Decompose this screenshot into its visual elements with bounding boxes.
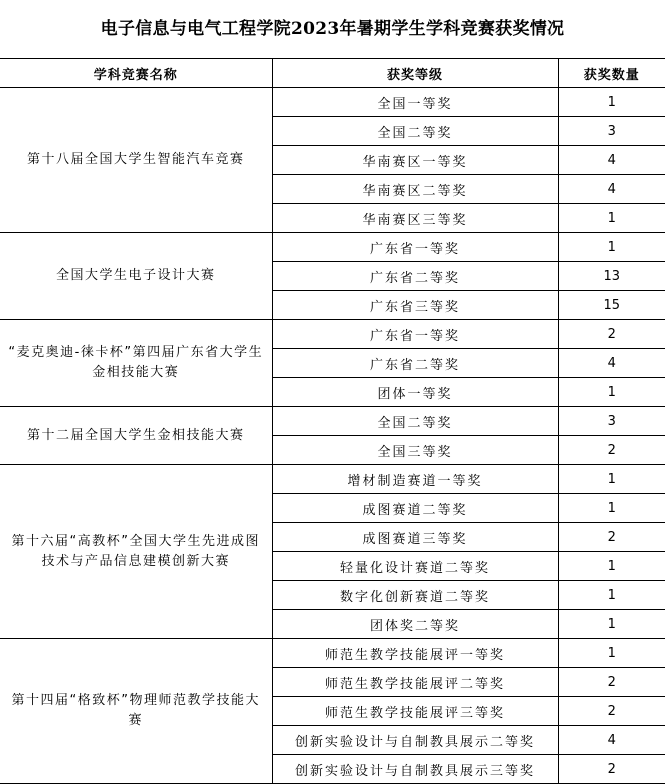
award-grade-cell: 创新实验设计与自制教具展示二等奖 (272, 726, 558, 755)
award-grade-cell: 轻量化设计赛道二等奖 (272, 552, 558, 581)
award-count-cell: 13 (558, 262, 665, 291)
award-grade-cell: 增材制造赛道一等奖 (272, 465, 558, 494)
award-grade-cell: 广东省一等奖 (272, 233, 558, 262)
header-grade: 获奖等级 (272, 59, 558, 88)
award-grade-cell: 华南赛区三等奖 (272, 204, 558, 233)
award-count-cell: 1 (558, 378, 665, 407)
award-count-cell: 1 (558, 610, 665, 639)
award-count-cell: 1 (558, 233, 665, 262)
award-count-cell: 2 (558, 668, 665, 697)
award-grade-cell: 师范生教学技能展评三等奖 (272, 697, 558, 726)
award-count-cell: 4 (558, 146, 665, 175)
award-grade-cell: 团体一等奖 (272, 378, 558, 407)
award-count-cell: 4 (558, 175, 665, 204)
award-grade-cell: 华南赛区二等奖 (272, 175, 558, 204)
award-count-cell: 4 (558, 726, 665, 755)
award-grade-cell: 全国二等奖 (272, 117, 558, 146)
award-count-cell: 1 (558, 581, 665, 610)
award-grade-cell: 师范生教学技能展评一等奖 (272, 639, 558, 668)
award-grade-cell: 广东省二等奖 (272, 349, 558, 378)
award-grade-cell: 全国一等奖 (272, 88, 558, 117)
award-grade-cell: 广东省三等奖 (272, 291, 558, 320)
competition-name-cell: 第十八届全国大学生智能汽车竞赛 (0, 88, 272, 233)
award-count-cell: 2 (558, 436, 665, 465)
award-grade-cell: 成图赛道二等奖 (272, 494, 558, 523)
table-row (0, 465, 665, 494)
award-grade-cell: 广东省一等奖 (272, 320, 558, 349)
award-grade-cell: 数字化创新赛道二等奖 (272, 581, 558, 610)
award-count-cell: 1 (558, 639, 665, 668)
competition-name-cell: “麦克奥迪-徕卡杯”第四届广东省大学生金相技能大赛 (0, 320, 272, 407)
award-count-cell: 1 (558, 494, 665, 523)
table-row (0, 639, 665, 668)
award-grade-cell: 广东省二等奖 (272, 262, 558, 291)
award-grade-cell: 全国二等奖 (272, 407, 558, 436)
awards-table (0, 58, 665, 784)
award-count-cell: 4 (558, 349, 665, 378)
header-count: 获奖数量 (558, 59, 665, 88)
award-count-cell: 1 (558, 552, 665, 581)
award-count-cell: 1 (558, 204, 665, 233)
award-grade-cell: 成图赛道三等奖 (272, 523, 558, 552)
table-row (0, 233, 665, 262)
award-grade-cell: 团体奖二等奖 (272, 610, 558, 639)
award-count-cell: 3 (558, 407, 665, 436)
award-count-cell: 15 (558, 291, 665, 320)
page-title: 电子信息与电气工程学院2023年暑期学生学科竞赛获奖情况 (100, 19, 565, 39)
competition-name-cell: 全国大学生电子设计大赛 (0, 233, 272, 320)
table-row (0, 88, 665, 117)
award-count-cell: 2 (558, 320, 665, 349)
award-count-cell: 1 (558, 465, 665, 494)
award-count-cell: 2 (558, 755, 665, 784)
table-row (0, 320, 665, 349)
competition-name-cell: 第十四届“格致杯”物理师范教学技能大赛 (0, 639, 272, 784)
table-body (0, 88, 665, 784)
competition-name-cell: 第十六届“高教杯”全国大学生先进成图技术与产品信息建模创新大赛 (0, 465, 272, 639)
award-count-cell: 2 (558, 523, 665, 552)
award-grade-cell: 华南赛区一等奖 (272, 146, 558, 175)
award-count-cell: 1 (558, 88, 665, 117)
table-header-row (0, 59, 665, 88)
header-competition: 学科竞赛名称 (0, 59, 272, 88)
competition-name-cell: 第十二届全国大学生金相技能大赛 (0, 407, 272, 465)
table-row (0, 407, 665, 436)
award-grade-cell: 师范生教学技能展评二等奖 (272, 668, 558, 697)
award-grade-cell: 全国三等奖 (272, 436, 558, 465)
award-count-cell: 2 (558, 697, 665, 726)
award-count-cell: 3 (558, 117, 665, 146)
award-grade-cell: 创新实验设计与自制教具展示三等奖 (272, 755, 558, 784)
